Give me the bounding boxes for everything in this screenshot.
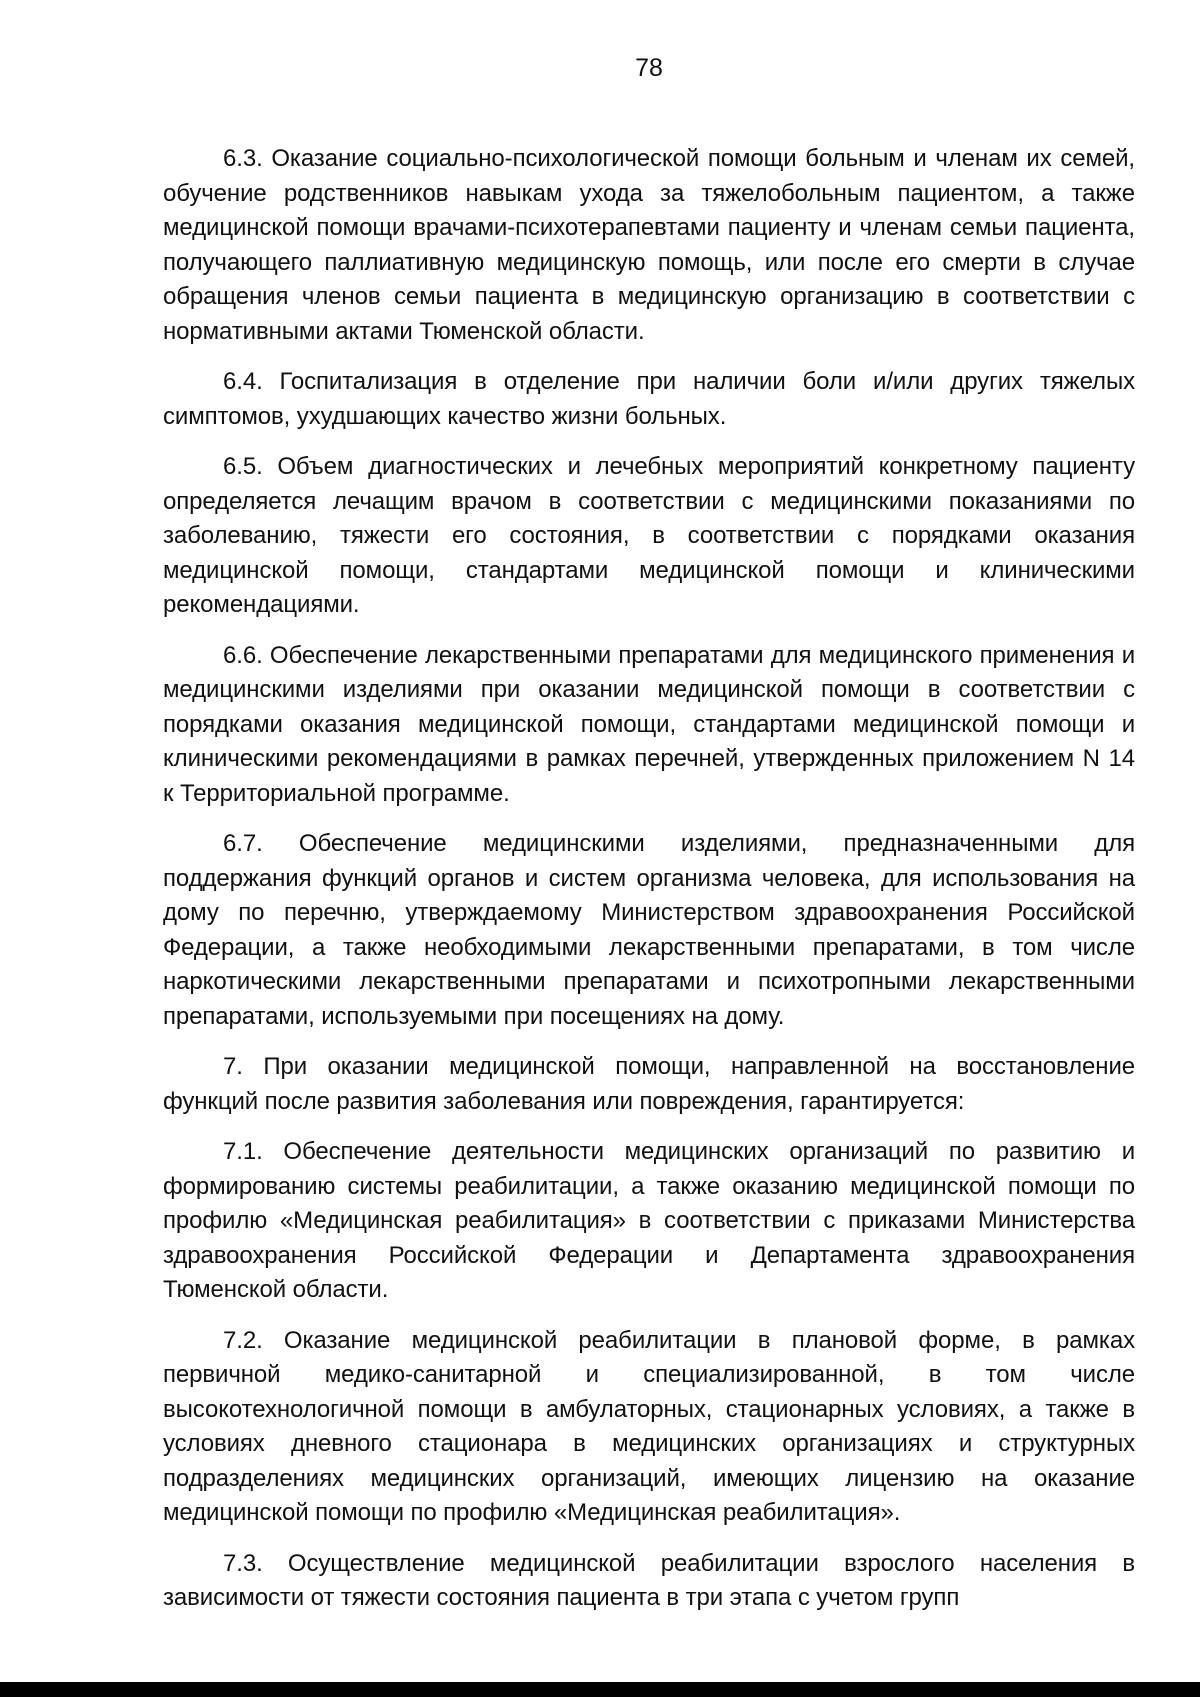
paragraph-7: 7. При оказании медицинской помощи, направленной на восстановление функций после развития заболевания или повреждения, гарантируется: — [163, 1053, 1135, 1115]
paragraph-7-2: 7.2. Оказание медицинской реабилитации в плановой форме, в рамках первичной медико-санитарной и специализированной, в том числе высокотехнологичной помощи в амбулаторных, стационарных условиях, а также в условиях дневного стационара в медицинских организациях и структурных подразделениях медицинских организаций, имеющих лицензию на оказание медицинской помощи по профилю «Медицинская реабилитация». — [163, 1326, 1135, 1526]
paragraph-6-5: 6.5. Объем диагностических и лечебных мероприятий конкретному пациенту определяется лечащим врачом в соответствии с медицинскими показаниями по заболеванию, тяжести его состояния, в соответствии с порядками оказания медицинской помощи, стандартами медицинской помощи и клиническими рекомендациями. — [163, 453, 1135, 618]
page-number: 78 — [635, 54, 663, 82]
paragraph-6-3: 6.3. Оказание социально-психологической помощи больным и членам их семей, обучение родственников навыкам ухода за тяжелобольным пациентом, а также медицинской помощи врачами-психотерапевтами пациенту и членам семьи пациента, получающего паллиативную медицинскую помощь, или после его смерти в случае обращения членов семьи пациента в медицинскую организацию в соответствии с нормативными актами Тюменской области. — [163, 145, 1135, 345]
scan-bottom-edge — [0, 1682, 1200, 1697]
paragraph-7-3: 7.3. Осуществление медицинской реабилитации взрослого населения в зависимости от тяжести состояния пациента в три этапа с учетом групп — [163, 1549, 1135, 1611]
paragraph-6-6: 6.6. Обеспечение лекарственными препаратами для медицинского применения и медицинскими изделиями при оказании медицинской помощи в соответствии с порядками оказания медицинской помощи, стандартами медицинской помощи и клиническими рекомендациями в рамках перечней, утвержденных приложением N 14 к Территориальной программе. — [163, 641, 1135, 807]
document-body — [163, 142, 1135, 1632]
paragraph-7-1: 7.1. Обеспечение деятельности медицинских организаций по развитию и формированию системы реабилитации, а также оказанию медицинской помощи по профилю «Медицинская реабилитация» в соответствии с приказами Министерства здравоохранения Российской Федерации и Департамента здравоохранения Тюменской области. — [163, 1138, 1135, 1303]
paragraph-6-7: 6.7. Обеспечение медицинскими изделиями, предназначенными для поддержания функций органов и систем организма человека, для использования на дому по перечню, утверждаемому Министерством здравоохранения Российской Федерации, а также необходимыми лекарственными препаратами, в том числе наркотическими лекарственными препаратами и психотропными лекарственными препаратами, используемыми при посещениях на дому. — [163, 830, 1135, 1030]
paragraph-6-4: 6.4. Госпитализация в отделение при наличии боли и/или других тяжелых симптомов, ухудшающих качество жизни больных. — [163, 368, 1135, 430]
